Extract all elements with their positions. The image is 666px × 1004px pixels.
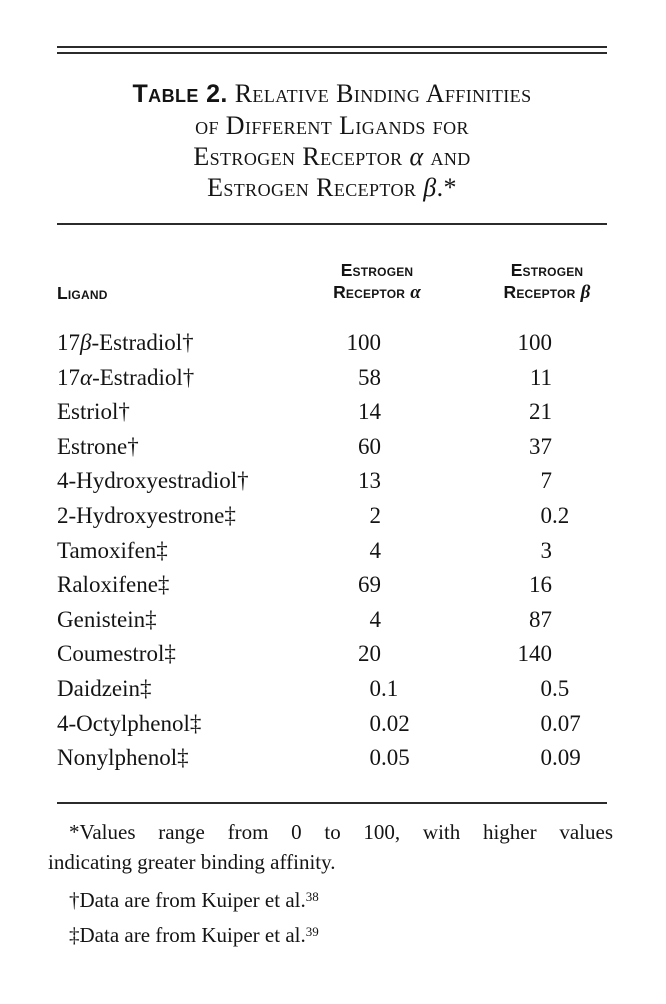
- table-title: [57, 78, 607, 203]
- er-beta-value: 3: [540, 537, 552, 563]
- column-header-ligand: Ligand: [57, 283, 108, 303]
- er-beta-value: 0 .2: [540, 502, 570, 528]
- ligand-cell: Raloxifene‡: [57, 572, 170, 598]
- title-line-3: Estrogen Receptor α and: [193, 142, 471, 171]
- ligand-cell: Estrone†: [57, 433, 139, 459]
- footnote-marker: ‡: [69, 922, 80, 947]
- er-alpha-value: 60: [358, 433, 381, 459]
- table-row: [57, 503, 607, 538]
- er-beta-value: 21: [529, 399, 552, 425]
- table-block: [48, 46, 613, 950]
- table-row: [57, 641, 607, 676]
- er-alpha-value: 100: [346, 330, 381, 355]
- ligand-cell: 4-Hydroxyestradiol†: [57, 468, 249, 494]
- footnote-marker: *: [69, 819, 80, 844]
- column-header-er-alpha: Estrogen Receptor α: [333, 260, 421, 303]
- title-line-4: Estrogen Receptor β.*: [207, 173, 457, 202]
- table-row: [57, 434, 607, 469]
- ligand-cell: Tamoxifen‡: [57, 537, 168, 563]
- er-beta-value: 140: [517, 641, 552, 667]
- er-beta-value: 7: [540, 468, 552, 494]
- ligand-cell: 17β-Estradiol†: [57, 330, 194, 355]
- ligand-cell: Coumestrol‡: [57, 641, 176, 667]
- title-line-1: [57, 78, 607, 110]
- table-row: [57, 330, 607, 365]
- alpha-symbol: α: [409, 142, 424, 171]
- er-beta-value: 11: [529, 364, 552, 390]
- er-alpha-value: 0 .1: [369, 675, 399, 701]
- er-alpha-value: 58: [358, 364, 381, 390]
- table-row: [57, 365, 607, 400]
- bottom-rule: [57, 802, 607, 804]
- er-beta-value: 16: [529, 572, 552, 598]
- er-beta-value: 37: [529, 433, 552, 459]
- table-row: [57, 399, 607, 434]
- ligand-cell: Genistein‡: [57, 606, 157, 632]
- er-alpha-value: 0 .02: [369, 710, 410, 736]
- er-alpha-value: 13: [358, 468, 381, 494]
- ligand-cell: Daidzein‡: [57, 675, 152, 701]
- table-row: [57, 572, 607, 607]
- reference-superscript: 38: [305, 888, 319, 904]
- table-header-row: [57, 259, 607, 304]
- ligand-cell: 4-Octylphenol‡: [57, 710, 202, 736]
- er-beta-value: 87: [529, 606, 552, 632]
- alpha-symbol: α: [410, 282, 421, 303]
- footnote-asterisk: *Values range from 0 to 100, with higher values indicating greater binding affinity.: [48, 819, 613, 874]
- er-beta-value: 0 .09: [540, 745, 581, 771]
- er-alpha-value: 4: [369, 537, 381, 563]
- table-number-label: Table 2.: [132, 80, 228, 108]
- beta-symbol: β: [423, 173, 437, 202]
- footnote-dagger: †Data are from Kuiper et al.$^{38}$: [69, 887, 319, 912]
- reference-superscript: 39: [305, 923, 319, 939]
- footnote-marker: †: [69, 887, 80, 912]
- column-header-er-beta: Estrogen Receptor β: [503, 260, 591, 303]
- footnotes: [48, 817, 613, 950]
- title-separator-rule: [57, 223, 607, 225]
- er-alpha-value: 2: [369, 502, 381, 528]
- er-alpha-value: 4: [369, 606, 381, 632]
- title-line-2: of Different Ligands for: [195, 111, 469, 140]
- table-row: [57, 468, 607, 503]
- er-alpha-value: 14: [358, 399, 381, 425]
- ligand-cell: Nonylphenol‡: [57, 745, 189, 771]
- ligand-cell: 17α-Estradiol†: [57, 364, 195, 390]
- ligand-cell: 2-Hydroxyestrone‡: [57, 502, 236, 528]
- er-beta-value: 0 .5: [540, 675, 570, 701]
- er-beta-value: 100: [517, 330, 552, 355]
- top-double-rule: [57, 46, 607, 54]
- title-text: Relative Binding Affinities: [234, 79, 532, 108]
- footnote-double-dagger: ‡Data are from Kuiper et al.$^{39}$: [69, 922, 319, 947]
- table-row: [57, 676, 607, 711]
- table-row: [57, 607, 607, 642]
- er-beta-value: 0 .07: [540, 710, 581, 736]
- er-alpha-value: 69: [358, 572, 381, 598]
- table-row: [57, 538, 607, 573]
- er-alpha-value: 20: [358, 641, 381, 667]
- ligand-cell: Estriol†: [57, 399, 130, 425]
- er-alpha-value: 0 .05: [369, 745, 410, 771]
- table-row: [57, 745, 607, 780]
- table-body: [57, 330, 607, 780]
- table-row: [57, 711, 607, 746]
- alpha-symbol: α: [80, 364, 93, 390]
- beta-symbol: β: [580, 282, 591, 303]
- beta-symbol: β: [80, 330, 92, 355]
